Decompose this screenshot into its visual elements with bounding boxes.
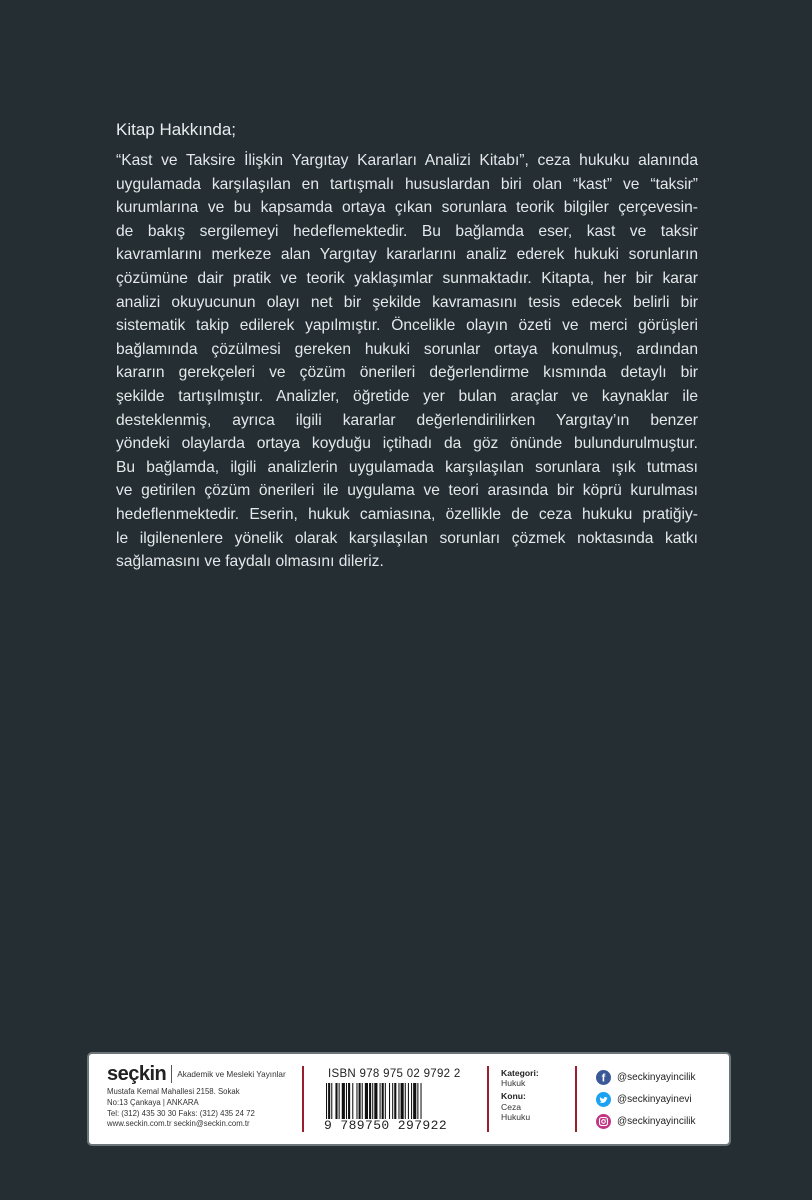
about-line: sistematik takip edilerek yapılmıştır. Öncelikle olayın özeti ve merci görüşleri bbox=[116, 317, 698, 335]
about-line: Bu bağlamda, ilgili analizlerin uygulamada karşılaşılan sorunlara ışık tutması bbox=[116, 458, 698, 476]
publisher-logo bbox=[107, 1064, 297, 1084]
about-line: kavramlarını merkeze alan Yargıtay kararlarını analiz ederek hukuki sorunların bbox=[116, 246, 698, 264]
about-line: de bakış sergilemeyi hedeflemektedir. Bu bağlamda eser, kast ve taksir bbox=[116, 222, 698, 240]
logo-divider bbox=[171, 1065, 172, 1083]
topic-value: Hukuku bbox=[501, 1111, 531, 1122]
about-line: kararın gerekçeleri ve çözüm önerileri değerlendirme kısmında detaylı bir bbox=[116, 364, 698, 382]
divider-rule bbox=[487, 1066, 489, 1132]
barcode-bar bbox=[359, 1083, 361, 1119]
barcode-bar bbox=[389, 1083, 390, 1119]
social-facebook[interactable] bbox=[596, 1066, 696, 1088]
publisher-tagline: Akademik ve Mesleki Yayınlar bbox=[177, 1069, 286, 1079]
phone-line: Tel: (312) 435 30 30 Faks: (312) 435 24 72 bbox=[107, 1108, 255, 1118]
address-line: No:13 Çankaya | ANKARA bbox=[107, 1097, 199, 1107]
divider-rule bbox=[575, 1066, 577, 1132]
barcode-bar bbox=[346, 1083, 347, 1119]
book-meta bbox=[501, 1068, 571, 1122]
category-value: Hukuk bbox=[501, 1078, 526, 1089]
social-handle: @seckinyayincilik bbox=[617, 1115, 696, 1127]
svg-text:f: f bbox=[601, 1072, 606, 1084]
about-line: hedeflenmektedir. Eserin, hukuk camiasına, özellikle de ceza hukuku pratiğiy- bbox=[116, 505, 698, 523]
isbn-text: ISBN 978 975 02 9792 2 bbox=[328, 1068, 461, 1080]
barcode-icon bbox=[324, 1083, 464, 1119]
barcode-bar bbox=[331, 1083, 332, 1119]
barcode-bar bbox=[408, 1083, 409, 1119]
about-line: desteklenmiş, ayrıca ilgili kararlar değerlendirilirken Yargıtay’ın benzer bbox=[116, 411, 698, 429]
social-links bbox=[596, 1066, 696, 1132]
logo-wordmark: seçkin bbox=[107, 1063, 167, 1085]
social-handle: @seckinyayincilik bbox=[617, 1071, 696, 1083]
topic-value: Ceza bbox=[501, 1101, 522, 1112]
barcode-bar bbox=[413, 1083, 416, 1119]
about-text bbox=[116, 149, 698, 574]
about-line: kurumlarına ve bu kapsamda ortaya çıkan sorunlara teorik bilgiler çerçevesin- bbox=[116, 199, 698, 217]
barcode-digits: 9 789750 297922 bbox=[324, 1118, 448, 1133]
barcode-bar bbox=[374, 1083, 377, 1119]
publisher-info bbox=[107, 1064, 297, 1130]
topic-label: Konu: bbox=[501, 1091, 526, 1102]
barcode-bar bbox=[339, 1083, 340, 1119]
address-line: Mustafa Kemal Mahallesi 2158. Sokak bbox=[107, 1087, 240, 1096]
barcode-bar bbox=[335, 1083, 337, 1119]
barcode-bar bbox=[356, 1083, 357, 1119]
instagram-icon bbox=[596, 1114, 611, 1129]
barcode-bar bbox=[392, 1083, 393, 1119]
barcode-bar bbox=[372, 1083, 373, 1119]
barcode-bar bbox=[382, 1083, 384, 1119]
about-line: sağlamasını ve faydalı olmasını dileriz. bbox=[116, 553, 384, 571]
barcode-block bbox=[324, 1068, 474, 1133]
about-line: çözümüne dair pratik ve teorik yaklaşımlar sunmaktadır. Kitapta, her bir karar bbox=[116, 269, 698, 287]
barcode-bar bbox=[385, 1083, 386, 1119]
about-line: ve getirilen çözüm önerileri ile uygulama ve teori arasında bir köprü kurulması bbox=[116, 482, 698, 500]
barcode-bar bbox=[405, 1083, 406, 1119]
barcode-bar bbox=[328, 1083, 330, 1119]
social-handle: @seckinyayinevi bbox=[617, 1093, 692, 1105]
about-line: yöndeki olaylarda ortaya koyduğu içtihadı da göz önünde bulundurulmuştur. bbox=[116, 435, 698, 453]
barcode-bar bbox=[352, 1083, 353, 1119]
about-heading: Kitap Hakkında; bbox=[116, 120, 237, 139]
social-instagram[interactable] bbox=[596, 1110, 696, 1132]
about-line: le ilgilenenlere yönelik olarak karşılaşılan sorunları çözmek noktasında katkı bbox=[116, 529, 698, 547]
divider-rule bbox=[302, 1066, 304, 1132]
about-line: bağlamında çözülmesi gereken hukuki sorunlar ortaya konulmuş, ardından bbox=[116, 340, 698, 358]
barcode-bar bbox=[401, 1083, 404, 1119]
barcode-bar bbox=[411, 1083, 412, 1119]
category-label: Kategori: bbox=[501, 1068, 539, 1078]
about-line: “Kast ve Taksire İlişkin Yargıtay Kararları Analizi Kitabı”, ceza hukuku alanında bbox=[116, 152, 698, 169]
barcode-bar bbox=[365, 1083, 368, 1119]
barcode-bar bbox=[342, 1083, 345, 1119]
twitter-icon bbox=[596, 1092, 611, 1107]
barcode-bar bbox=[417, 1083, 418, 1119]
about-line: şekilde tartışılmıştır. Analizler, öğretide yer bulan araçlar ve kaynaklar ile bbox=[116, 387, 698, 405]
facebook-icon bbox=[596, 1070, 611, 1085]
social-twitter[interactable] bbox=[596, 1088, 696, 1110]
barcode-bar bbox=[362, 1083, 363, 1119]
barcode-bar bbox=[348, 1083, 350, 1119]
web-line[interactable]: www.seckin.com.tr seckin@seckin.com.tr bbox=[107, 1119, 250, 1129]
barcode-bar bbox=[326, 1083, 327, 1119]
barcode-bar bbox=[421, 1083, 422, 1119]
barcode-bar bbox=[398, 1083, 399, 1119]
barcode-bar bbox=[369, 1083, 371, 1119]
barcode-bar bbox=[394, 1083, 396, 1119]
barcode-bar bbox=[380, 1083, 381, 1119]
publisher-address bbox=[107, 1087, 297, 1130]
about-line: analizi okuyucunun olayı net bir şekilde kavramasını tesis edecek belirli bir bbox=[116, 293, 698, 311]
about-line: uygulamada karşılaşılan en tartışmalı hususlardan biri olan “kast” ve “taksir” bbox=[116, 175, 698, 193]
publisher-footer bbox=[89, 1054, 729, 1144]
